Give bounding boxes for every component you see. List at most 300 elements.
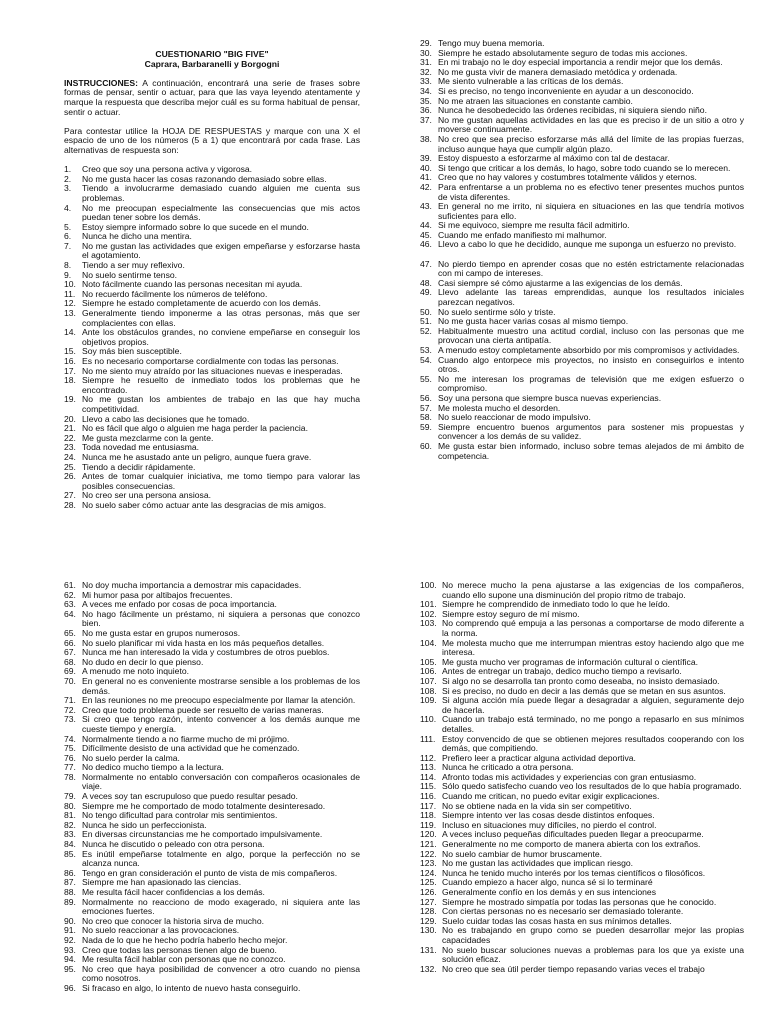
- question-number: 18.: [64, 375, 76, 386]
- question-number: 36.: [420, 105, 432, 116]
- question-text: Suelo cuidar todas las cosas hasta en sus mínimos detalles.: [442, 915, 672, 926]
- question-text: Si es preciso, no tengo inconveniente en ayudar a un desconocido.: [438, 85, 694, 96]
- question-number: 31.: [420, 57, 432, 68]
- instructions-paragraph: [64, 79, 360, 117]
- question-number: 58.: [420, 412, 432, 423]
- question-number: 130.: [420, 925, 437, 936]
- question-text: Me resulta fácil hacer confidencias a los demás.: [82, 887, 265, 897]
- question-item: [420, 260, 744, 279]
- question-text: Me gusta mucho ver programas de información cultural o científica.: [442, 656, 699, 667]
- question-item: [420, 735, 744, 754]
- question-number: 103.: [420, 618, 437, 629]
- question-text: Nunca he criticado a otra persona.: [442, 762, 574, 773]
- question-text: Me molesta mucho el desorden.: [438, 402, 561, 413]
- question-text: Es inútil empeñarse totalmente en algo, porque la perfección no se alcanza nunca.: [82, 848, 360, 869]
- question-list-3: [64, 581, 360, 994]
- question-text: No suelo saber cómo actuar ante las desgracias de mis amigos.: [82, 499, 327, 510]
- question-number: 25.: [64, 461, 76, 472]
- question-text: A menudo me noto inquieto.: [82, 666, 190, 677]
- question-text: Para enfrentarse a un problema no es efectivo tener presentes muchos puntos de vista diferentes.: [438, 181, 744, 202]
- question-number: 111.: [420, 733, 436, 744]
- question-text: Soy más bien susceptible.: [82, 346, 182, 357]
- question-item: [420, 356, 744, 375]
- question-text: Mi humor pasa por altibajos frecuentes.: [82, 589, 233, 600]
- question-number: 35.: [420, 95, 432, 106]
- question-number: 115.: [420, 781, 437, 792]
- question-number: 76.: [64, 752, 76, 763]
- question-number: 51.: [420, 316, 432, 327]
- question-number: 92.: [64, 934, 76, 945]
- question-number: 89.: [64, 896, 76, 907]
- question-number: 38.: [420, 133, 432, 144]
- question-number: 120.: [420, 829, 437, 840]
- question-number: 131.: [420, 944, 437, 955]
- question-text: Afronto todas mis actividades y experiencias con gran entusiasmo.: [442, 771, 697, 782]
- question-text: Siempre encuentro buenos argumentos para sostener mis propuestas y convencer a los demás de su validez.: [438, 421, 744, 442]
- question-text: Llevo a cabo las decisiones que he tomado.: [82, 413, 250, 424]
- question-text: No suelo sentirme sólo y triste.: [438, 306, 556, 317]
- question-number: 54.: [420, 354, 432, 365]
- question-number: 112.: [420, 752, 437, 763]
- question-number: 50.: [420, 306, 432, 317]
- question-item: [64, 501, 360, 511]
- question-number: 60.: [420, 440, 432, 451]
- question-text: Siempre he estado completamente de acuerdo con los demás.: [82, 298, 321, 309]
- question-text: Es no necesario comportarse cordialmente con todas las personas.: [82, 356, 339, 366]
- question-text: Habitualmente muestro una actitud cordial, incluso con las personas que me provocan una cierta antipatía.: [438, 325, 744, 346]
- question-item: [64, 204, 360, 223]
- question-text: Si tengo que criticar a los demás, lo hago, sobre todo cuando se lo merecen.: [438, 162, 731, 173]
- question-number: 19.: [64, 394, 76, 405]
- question-item: [420, 619, 744, 638]
- question-number: 55.: [420, 373, 432, 384]
- question-text: Tengo muy buena memoria.: [438, 38, 545, 48]
- question-text: A menudo estoy completamente absorbido por mis compromisos y actividades.: [438, 345, 740, 355]
- question-text: Tengo en gran consideración el punto de vista de mis compañeros.: [82, 867, 338, 878]
- question-number: 24.: [64, 451, 76, 462]
- question-text: Nunca he tenido mucho interés por los temas científicos o filosóficos.: [442, 867, 706, 878]
- question-item: [64, 965, 360, 984]
- question-number: 69.: [64, 666, 76, 677]
- question-number: 88.: [64, 887, 76, 897]
- question-number: 7.: [64, 240, 72, 251]
- question-number: 47.: [420, 258, 432, 269]
- question-number: 28.: [64, 499, 76, 510]
- question-number: 105.: [420, 656, 437, 667]
- question-item: [64, 773, 360, 792]
- question-number: 8.: [64, 260, 72, 271]
- question-number: 59.: [420, 421, 432, 432]
- question-number: 5.: [64, 221, 72, 232]
- question-number: 73.: [64, 714, 76, 725]
- question-number: 68.: [64, 656, 76, 667]
- question-text: En general no es conveniente mostrarse sensible a los problemas de los demás.: [82, 675, 360, 696]
- question-number: 44.: [420, 220, 432, 231]
- question-item: [64, 677, 360, 696]
- question-number: 84.: [64, 839, 76, 850]
- question-item: [420, 135, 744, 154]
- question-number: 37.: [420, 114, 432, 125]
- question-text: No suelo sentirme tenso.: [82, 269, 178, 280]
- question-number: 82.: [64, 819, 76, 830]
- question-number: 9.: [64, 269, 72, 280]
- question-text: No creo que conocer la historia sirva de mucho.: [82, 915, 264, 926]
- question-text: Si fracaso en algo, lo intento de nuevo hasta conseguirlo.: [82, 982, 301, 993]
- question-text: Con ciertas personas no es necesario ser demasiado tolerante.: [442, 906, 684, 917]
- question-number: 30.: [420, 47, 432, 58]
- question-number: 13.: [64, 308, 76, 319]
- question-text: No suelo perder la calma.: [82, 752, 180, 763]
- question-text: No doy mucha importancia a demostrar mis capacidades.: [82, 580, 302, 590]
- question-number: 108.: [420, 685, 437, 696]
- question-text: Normalmente no reacciono de modo exagerado, ni siquiera ante las emociones fuertes.: [82, 896, 360, 917]
- question-number: 129.: [420, 915, 437, 926]
- question-number: 46.: [420, 239, 432, 250]
- question-item: [64, 242, 360, 261]
- question-number: 52.: [420, 325, 432, 336]
- question-text: Me molesta mucho que me interrumpan mientras estoy haciendo algo que me interesa.: [442, 637, 744, 658]
- question-number: 42.: [420, 181, 432, 192]
- question-number: 123.: [420, 858, 437, 869]
- question-item: [420, 375, 744, 394]
- question-item: [420, 639, 744, 658]
- question-text: En mi trabajo no le doy especial importancia a rendir mejor que los demás.: [438, 57, 723, 68]
- question-text: En las reuniones no me preocupo especialmente por llamar la atención.: [82, 695, 356, 706]
- question-number: 118.: [420, 810, 437, 821]
- question-text: Prefiero leer a practicar alguna actividad deportiva.: [442, 752, 636, 763]
- question-number: 26.: [64, 471, 76, 482]
- question-number: 124.: [420, 867, 437, 878]
- question-item: [420, 715, 744, 734]
- question-number: 45.: [420, 229, 432, 240]
- question-text: A veces me enfado por cosas de poca importancia.: [82, 599, 277, 610]
- question-item: [64, 376, 360, 395]
- question-number: 113.: [420, 762, 437, 773]
- question-text: No creo ser una persona ansiosa.: [82, 490, 211, 501]
- question-item: [420, 926, 744, 945]
- question-number: 15.: [64, 346, 76, 357]
- question-number: 96.: [64, 982, 76, 993]
- question-number: 6.: [64, 231, 72, 242]
- question-text: No comprendo qué empuja a las personas a comportarse de modo diferente a la norma.: [442, 618, 744, 638]
- question-text: Estoy siempre informado sobre lo que sucede en el mundo.: [82, 221, 309, 232]
- question-text: No pierdo tiempo en aprender cosas que no estén estrictamente relacionadas con mi campo de intereses.: [438, 258, 744, 279]
- left-column-top: [64, 50, 360, 511]
- question-number: 74.: [64, 733, 76, 744]
- question-number: 91.: [64, 925, 76, 936]
- question-text: Nunca he sido un perfeccionista.: [82, 819, 207, 830]
- question-text: No suelo cambiar de humor bruscamente.: [442, 848, 603, 859]
- question-text: No suelo planificar mi vida hasta en los más pequeños detalles.: [82, 637, 325, 648]
- question-number: 70.: [64, 675, 76, 686]
- question-number: 64.: [64, 608, 76, 619]
- question-text: Siempre estoy seguro de mí mismo.: [442, 608, 580, 619]
- question-text: No me interesan los programas de televisión que me exigen esfuerzo o compromiso.: [438, 373, 744, 394]
- document-authors: Caprara, Barbaranelli y Borgogni: [144, 58, 280, 69]
- question-number: 80.: [64, 800, 76, 811]
- question-number: 1.: [64, 164, 72, 175]
- right-column-top: [420, 39, 744, 461]
- question-number: 11.: [64, 288, 76, 299]
- question-number: 87.: [64, 877, 76, 888]
- question-number: 83.: [64, 829, 76, 840]
- question-text: En general no me irrito, ni siquiera en situaciones en las que tendría motivos suficientes para ello.: [438, 201, 744, 221]
- question-text: Toda novedad me entusiasma.: [82, 442, 200, 453]
- question-number: 109.: [420, 695, 437, 706]
- question-number: 117.: [420, 800, 437, 811]
- question-number: 23.: [64, 442, 76, 453]
- question-text: Ante los obstáculos grandes, no conviene empeñarse en conseguir los objetivos propios.: [82, 327, 360, 347]
- question-item: [64, 184, 360, 203]
- question-text: Tiendo a involucrarme demasiado cuando alguien me cuenta sus problemas.: [82, 183, 360, 203]
- question-number: 122.: [420, 848, 437, 859]
- question-number: 78.: [64, 771, 76, 782]
- question-text: Antes de entregar un trabajo, dedico mucho tiempo a revisarlo.: [442, 666, 682, 677]
- question-item: [420, 327, 744, 346]
- question-text: Siempre me han apasionado las ciencias.: [82, 877, 242, 888]
- question-number: 56.: [420, 392, 432, 403]
- question-text: No suelo buscar soluciones nuevas a problemas para los que ya existe una solución eficaz.: [442, 944, 744, 965]
- question-text: Nunca he dicho una mentira.: [82, 231, 192, 242]
- question-text: Cuando algo entorpece mis proyectos, no insisto en conseguirlos e intento otros.: [438, 354, 744, 375]
- question-item: [64, 472, 360, 491]
- question-text: Generalmente no me comporto de manera abierta con los extraños.: [442, 839, 701, 850]
- question-number: 12.: [64, 298, 76, 309]
- question-number: 65.: [64, 627, 76, 638]
- question-number: 107.: [420, 675, 437, 686]
- question-text: Nada de lo que he hecho podría haberlo hecho mejor.: [82, 934, 288, 945]
- question-text: No es fácil que algo o alguien me haga perder la paciencia.: [82, 423, 308, 434]
- question-number: 41.: [420, 172, 432, 183]
- question-item: [64, 850, 360, 869]
- question-text: No es trabajando en grupo como se pueden desarrollar mejor las propias capacidades: [442, 925, 744, 945]
- question-number: 66.: [64, 637, 76, 648]
- question-text: No creo que haya posibilidad de convencer a otro cuando no piensa como nosotros.: [82, 963, 360, 984]
- question-text: Cuando un trabajo está terminado, no me pongo a repasarlo en sus mínimos detalles.: [442, 714, 744, 734]
- question-item: [64, 984, 360, 994]
- question-number: 86.: [64, 867, 76, 878]
- question-number: 48.: [420, 277, 432, 288]
- question-number: 61.: [64, 580, 76, 590]
- question-number: 114.: [420, 771, 437, 782]
- question-item: [64, 715, 360, 734]
- question-item: [420, 116, 744, 135]
- question-number: 95.: [64, 963, 76, 974]
- question-text: No me gusta vivir de manera demasiado metódica y ordenada.: [438, 66, 678, 77]
- question-text: Si algo no se desarrolla tan pronto como deseaba, no insisto demasiado.: [442, 675, 720, 686]
- question-item: [420, 696, 744, 715]
- question-list-1: [64, 165, 360, 510]
- question-text: Tiendo a ser muy reflexivo.: [82, 260, 185, 271]
- question-number: 132.: [420, 963, 437, 974]
- question-number: 63.: [64, 599, 76, 610]
- question-text: Siempre intento ver las cosas desde distintos enfoques.: [442, 810, 655, 821]
- question-number: 72.: [64, 704, 76, 715]
- instructions-paragraph-2: Para contestar utilice la HOJA DE RESPUESTAS y marque con una X el espacio de uno de los números (5 a 1) que encontrará por cada frase. Las alternativas de respuesta son:: [64, 125, 360, 155]
- question-text: Generalmente tiendo imponerme a las otras personas, más que ser complacientes con ellas.: [82, 308, 360, 328]
- question-number: 102.: [420, 608, 437, 619]
- question-text: Llevo adelante las tareas emprendidas, aunque los resultados iniciales parezcan negativos.: [438, 287, 744, 308]
- right-column-bottom: [420, 581, 744, 974]
- question-text: Siempre he comprendido de inmediato todo lo que he leído.: [442, 599, 670, 610]
- question-text: Normalmente tiendo a no fiarme mucho de mi prójimo.: [82, 733, 290, 744]
- question-number: 128.: [420, 906, 437, 917]
- question-text: Noto fácilmente cuando las personas necesitan mi ayuda.: [82, 279, 303, 290]
- question-text: No hago fácilmente un préstamo, ni siquiera a personas que conozco bien.: [82, 608, 360, 629]
- left-column-bottom: [64, 581, 360, 994]
- question-number: 62.: [64, 589, 76, 600]
- question-item: [420, 423, 744, 442]
- question-number: 90.: [64, 915, 76, 926]
- question-item: [420, 183, 744, 202]
- question-item: [420, 581, 744, 600]
- question-text: Estoy convencido de que se obtienen mejores resultados cooperando con los demás, que compitiendo.: [442, 733, 744, 754]
- question-text: Creo que todo problema puede ser resuelto de varias maneras.: [82, 704, 324, 715]
- question-number: 104.: [420, 637, 437, 648]
- question-item: [64, 610, 360, 629]
- question-text: Siempre he resuelto de inmediato todos los problemas que he encontrado.: [82, 375, 360, 395]
- question-number: 21.: [64, 423, 76, 434]
- question-text: No merece mucho la pena ajustarse a las exigencias de los compañeros, cuando ello supone una disminución del propio ritmo de trabajo.: [442, 580, 744, 600]
- question-text: No tengo dificultad para controlar mis sentimientos.: [82, 810, 278, 821]
- question-number: 33.: [420, 76, 432, 87]
- question-item: [64, 898, 360, 917]
- question-text: No me gustan los ambientes de trabajo en las que hay mucha competitividad.: [82, 394, 360, 414]
- question-text: No me gustan las actividades que exigen empeñarse y esforzarse hasta el agotamiento.: [82, 240, 360, 261]
- question-number: 81.: [64, 810, 76, 821]
- question-number: 49.: [420, 287, 432, 298]
- question-number: 14.: [64, 327, 76, 338]
- question-text: Nunca he desobedecido las órdenes recibidas, ni siquiera siendo niño.: [438, 105, 707, 116]
- question-number: 29.: [420, 38, 432, 48]
- question-text: Tiendo a decidir rápidamente.: [82, 461, 196, 472]
- question-text: No me gusta hacer varias cosas al mismo tiempo.: [438, 316, 629, 327]
- question-text: No me gustan las actividades que implican riesgo.: [442, 858, 634, 869]
- question-text: No me atraen las situaciones en constante cambio.: [438, 95, 633, 106]
- question-text: Me gusta mezclarme con la gente.: [82, 432, 214, 443]
- question-text: Nunca me han interesado la vida y costumbres de otros pueblos.: [82, 647, 330, 658]
- question-text: En diversas circunstancias me he comportado impulsivamente.: [82, 829, 323, 840]
- question-text: No recuerdo fácilmente los números de teléfono.: [82, 288, 268, 299]
- question-text: Creo que no hay valores y costumbres totalmente válidos y eternos.: [438, 172, 697, 183]
- instructions-label: INSTRUCCIONES:: [64, 77, 139, 88]
- question-number: 4.: [64, 202, 72, 213]
- question-number: 93.: [64, 944, 76, 955]
- question-number: 127.: [420, 896, 437, 907]
- question-number: 106.: [420, 666, 437, 677]
- question-text: Me siento vulnerable a las críticas de los demás.: [438, 76, 624, 87]
- question-number: 67.: [64, 647, 76, 658]
- question-number: 71.: [64, 695, 76, 706]
- question-item: [420, 288, 744, 307]
- question-text: Si alguna acción mía puede llegar a desagradar a alguien, seguramente dejo de hacerla.: [442, 695, 744, 715]
- question-number: 34.: [420, 85, 432, 96]
- question-number: 94.: [64, 954, 76, 965]
- question-text: Me gusta estar bien informado, incluso sobre temas alejados de mi ámbito de competencia.: [438, 440, 744, 461]
- question-text: Difícilmente desisto de una actividad que he comenzado.: [82, 743, 300, 754]
- question-text: No me siento muy atraído por las situaciones nuevas e inesperadas.: [82, 365, 343, 376]
- question-text: No me gusta hacer las cosas razonando demasiado sobre ellas.: [82, 173, 327, 184]
- question-text: Normalmente no entablo conversación con compañeros ocasionales de viaje.: [82, 771, 360, 792]
- question-number: 100.: [420, 580, 437, 590]
- question-text: Nunca me he asustado ante un peligro, aunque fuera grave.: [82, 451, 312, 462]
- question-text: Estoy dispuesto a esforzarme al máximo con tal de destacar.: [438, 153, 670, 164]
- question-text: Cuando me critican, no puedo evitar exigir explicaciones.: [442, 791, 660, 802]
- document-title: CUESTIONARIO "BIG FIVE": [155, 49, 269, 59]
- question-number: 40.: [420, 162, 432, 173]
- question-text: Soy una persona que siempre busca nuevas experiencias.: [438, 392, 662, 403]
- question-item: [420, 946, 744, 965]
- question-list-2: [420, 39, 744, 461]
- question-text: Casi siempre sé cómo ajustarme a las exigencias de los demás.: [438, 277, 683, 288]
- question-text: Llevo a cabo lo que he decidido, aunque me suponga un esfuerzo no previsto.: [438, 239, 737, 250]
- question-number: 57.: [420, 402, 432, 413]
- question-text: Siempre me he comportado de modo totalmente desinteresado.: [82, 800, 326, 811]
- question-number: 27.: [64, 490, 76, 501]
- question-number: 20.: [64, 413, 76, 424]
- question-text: No me gustan aquellas actividades en las que es preciso ir de un sitio a otro y moverse continuamente.: [438, 114, 744, 135]
- question-item: [420, 202, 744, 221]
- question-text: No creo que sea útil perder tiempo repasando varias veces el trabajo: [442, 963, 705, 974]
- question-text: No se obtiene nada en la vida sin ser competitivo.: [442, 800, 632, 811]
- question-number: 110.: [420, 714, 437, 725]
- question-number: 121.: [420, 839, 437, 850]
- question-text: No creo que sea preciso esforzarse más allá del límite de las propias fuerzas, incluso aunque haya que cumplir algún plazo.: [438, 133, 744, 154]
- question-number: 116.: [420, 791, 437, 802]
- question-number: 85.: [64, 848, 76, 859]
- question-text: No suelo reaccionar de modo impulsivo.: [438, 412, 591, 423]
- question-number: 119.: [420, 819, 437, 830]
- question-number: 43.: [420, 201, 432, 212]
- question-number: 2.: [64, 173, 72, 184]
- question-item: [420, 240, 744, 250]
- question-text: Si es preciso, no dudo en decir a las demás que se metan en sus asuntos.: [442, 685, 726, 696]
- question-text: Incluso en situaciones muy difíciles, no pierdo el control.: [442, 819, 657, 830]
- question-text: Siempre he estado absolutamente seguro de todas mis acciones.: [438, 47, 688, 58]
- question-text: No suelo reaccionar a las provocaciones.: [82, 925, 240, 936]
- question-text: Cuando me enfado manifiesto mi malhumor.: [438, 229, 607, 240]
- question-text: Cuando empiezo a hacer algo, nunca sé si lo terminaré: [442, 877, 653, 888]
- question-text: Me resulta fácil hablar con personas que no conozco.: [82, 954, 286, 965]
- question-number: 75.: [64, 743, 76, 754]
- question-list-4: [420, 581, 744, 974]
- question-number: 39.: [420, 153, 432, 164]
- instructions-text: A continuación, encontrará una serie de frases sobre formas de pensar, sentir o actuar, para que las vaya leyendo atentamente y marque la respuesta que describa mejor cuál es su forma habitual de pensar, sentir o actuar.: [64, 77, 360, 117]
- question-number: 77.: [64, 762, 76, 773]
- question-number: 126.: [420, 887, 437, 897]
- question-text: A veces soy tan escrupuloso que puedo resultar pesado.: [82, 791, 298, 802]
- question-text: Si me equivoco, siempre me resulta fácil admitirlo.: [438, 220, 630, 231]
- question-number: 17.: [64, 365, 76, 376]
- question-item: [64, 309, 360, 328]
- question-number: 10.: [64, 279, 76, 290]
- question-text: Creo que soy una persona activa y vigorosa.: [82, 164, 253, 175]
- question-number: 101.: [420, 599, 437, 610]
- question-text: No dedico mucho tiempo a la lectura.: [82, 762, 224, 773]
- question-text: No dudo en decir lo que pienso.: [82, 656, 204, 667]
- question-text: Antes de tomar cualquier iniciativa, me tomo tiempo para valorar las posibles consecuencias.: [82, 471, 360, 491]
- question-item: [420, 442, 744, 461]
- question-number: 22.: [64, 432, 76, 443]
- question-number: 32.: [420, 66, 432, 77]
- question-text: Siempre he mostrado simpatía por todas las personas que he conocido.: [442, 896, 717, 907]
- question-number: 125.: [420, 877, 437, 888]
- question-number: 53.: [420, 345, 432, 355]
- question-text: A veces incluso pequeñas dificultades pueden llegar a preocuparme.: [442, 829, 704, 840]
- question-item: [64, 328, 360, 347]
- question-text: Nunca he discutido o peleado con otra persona.: [82, 839, 265, 850]
- question-item: [420, 965, 744, 975]
